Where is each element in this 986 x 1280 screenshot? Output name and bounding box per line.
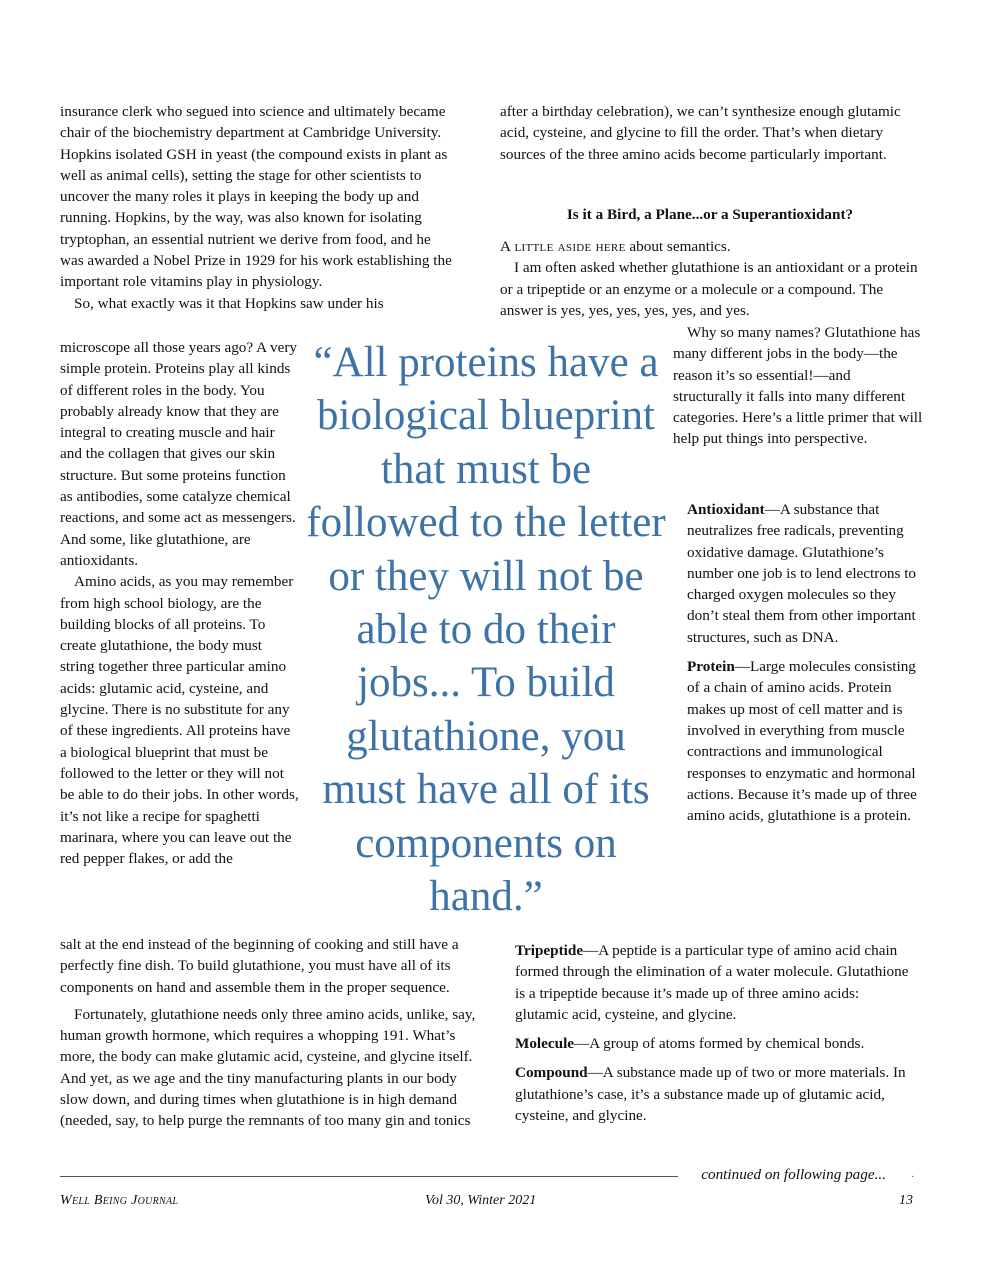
pull-quote: “All proteins have a biological blueprint that must be followed to the letter or they will not be able to do their jobs... To build glutathione, you must have all of its components on hand.”	[306, 339, 666, 921]
left-column-top	[60, 101, 452, 314]
smallcaps-lead: A little aside here	[500, 238, 626, 255]
definition-text: —Large molecules consisting of a chain of amino acids. Protein makes up most of cell matter and is involved in everything from muscle contractions and immunological responses to enzymatic and hormonal actions. Because it’s made up of three amino acids, glutathione is a protein.	[687, 658, 917, 825]
footer-dot: ·	[911, 1172, 915, 1183]
definition-compound	[515, 1062, 915, 1126]
why-names-paragraph	[673, 322, 923, 450]
left-column-bottom	[60, 934, 480, 1132]
footer-volume: Vol 30, Winter 2021	[425, 1193, 537, 1208]
paragraph: So, what exactly was it that Hopkins saw under his	[74, 294, 384, 312]
definitions-wide	[515, 940, 915, 1134]
left-column-narrow	[60, 337, 300, 869]
continued-note: continued on following page...	[701, 1166, 886, 1183]
paragraph: Amino acids, as you may remember from high school biology, are the building blocks of all proteins. To create glutathione, the body must string together three particular amino acids: glutamic acid, cysteine, and glycine. There is no substitute for any of these ingredients. All proteins have a biological blueprint that must be followed to the letter or they will not be able to do their jobs. In other words, it’s not like a recipe for spaghetti marinara, where you can leave out the red pepper flakes, or add the	[60, 573, 299, 868]
definition-text: —A substance made up of two or more materials. In glutathione’s case, it’s a substance made up of glutamic acid, cysteine, and glycine.	[515, 1064, 906, 1125]
paragraph: Why so many names? Glutathione has many different jobs in the body—the reason it’s so essential!—and structurally it falls into many different categories. Here’s a little primer that will help put things into perspective.	[673, 324, 923, 448]
definition-tripeptide	[515, 940, 915, 1025]
page-number: 13	[899, 1193, 913, 1208]
section-heading: Is it a Bird, a Plane...or a Superantioxidant?	[566, 206, 854, 223]
footer-divider	[60, 1176, 678, 1177]
term: Tripeptide	[515, 942, 584, 959]
paragraph: salt at the end instead of the beginning of cooking and still have a perfectly fine dish. To build glutathione, you must have all of its components on hand and assemble them in the proper sequence.	[60, 936, 459, 996]
term: Antioxidant	[687, 501, 765, 518]
definition-molecule	[515, 1033, 915, 1054]
term: Protein	[687, 658, 735, 676]
paragraph: insurance clerk who segued into science and ultimately became chair of the biochemistry department at Cambridge University. Hopkins isolated GSH in yeast (the compound exists in plant as well as animal cells), setting the stage for other scientists to uncover the many roles it plays in keeping the body up and running. Hopkins, by the way, was also known for isolating tryptophan, an essential nutrient we derive from food, and he was awarded a Nobel Prize in 1929 for his work establishing the important role vitamins play in physiology.	[60, 103, 452, 291]
footer-journal-name: Well Being Journal	[60, 1193, 179, 1208]
definitions-narrow	[687, 499, 917, 834]
definition-protein	[687, 656, 917, 826]
term: Molecule	[515, 1035, 575, 1053]
term: Compound	[515, 1064, 588, 1082]
definition-text: —A substance that neutralizes free radicals, preventing oxidative damage. Glutathione’s number one job is to lend electrons to charged oxygen molecules so they don’t steal them from other important structures, such as DNA.	[687, 501, 917, 646]
definition-antioxidant	[687, 499, 917, 648]
section-intro	[500, 236, 920, 321]
right-column-top	[500, 101, 920, 165]
intro-text: about semantics.	[625, 238, 731, 255]
paragraph: microscope all those years ago? A very simple protein. Proteins play all kinds of different roles in the body. You probably already know that they are integral to creating muscle and hair and the collagen that gives our skin structure. But some proteins function as antibodies, some catalyze chemical reactions, and some act as messengers. And some, like glutathione, are antioxidants.	[60, 339, 298, 569]
definition-text: —A group of atoms formed by chemical bonds.	[574, 1035, 865, 1053]
paragraph: after a birthday celebration), we can’t synthesize enough glutamic acid, cysteine, and glycine to fill the order. That’s when dietary sources of the three amino acids become particularly important.	[500, 103, 901, 163]
definition-text: —A peptide is a particular type of amino acid chain formed through the elimination of a water molecule. Glutathione is a tripeptide because it’s made up of three amino acids: glutamic acid, cysteine, and glycine.	[515, 942, 909, 1023]
paragraph: Fortunately, glutathione needs only three amino acids, unlike, say, human growth hormone, which requires a whopping 191. What’s more, the body can make glutamic acid, cysteine, and glycine itself. And yet, as we age and the tiny manufacturing plants in our body slow down, and during times when glutathione is in high demand (needed, say, to help purge the remnants of too many gin and tonics	[60, 1005, 476, 1130]
paragraph	[500, 236, 920, 257]
paragraph: I am often asked whether glutathione is an antioxidant or a protein or a tripeptide or an enzyme or a molecule or a compound. The answer is yes, yes, yes, yes, yes, and yes.	[500, 259, 918, 319]
